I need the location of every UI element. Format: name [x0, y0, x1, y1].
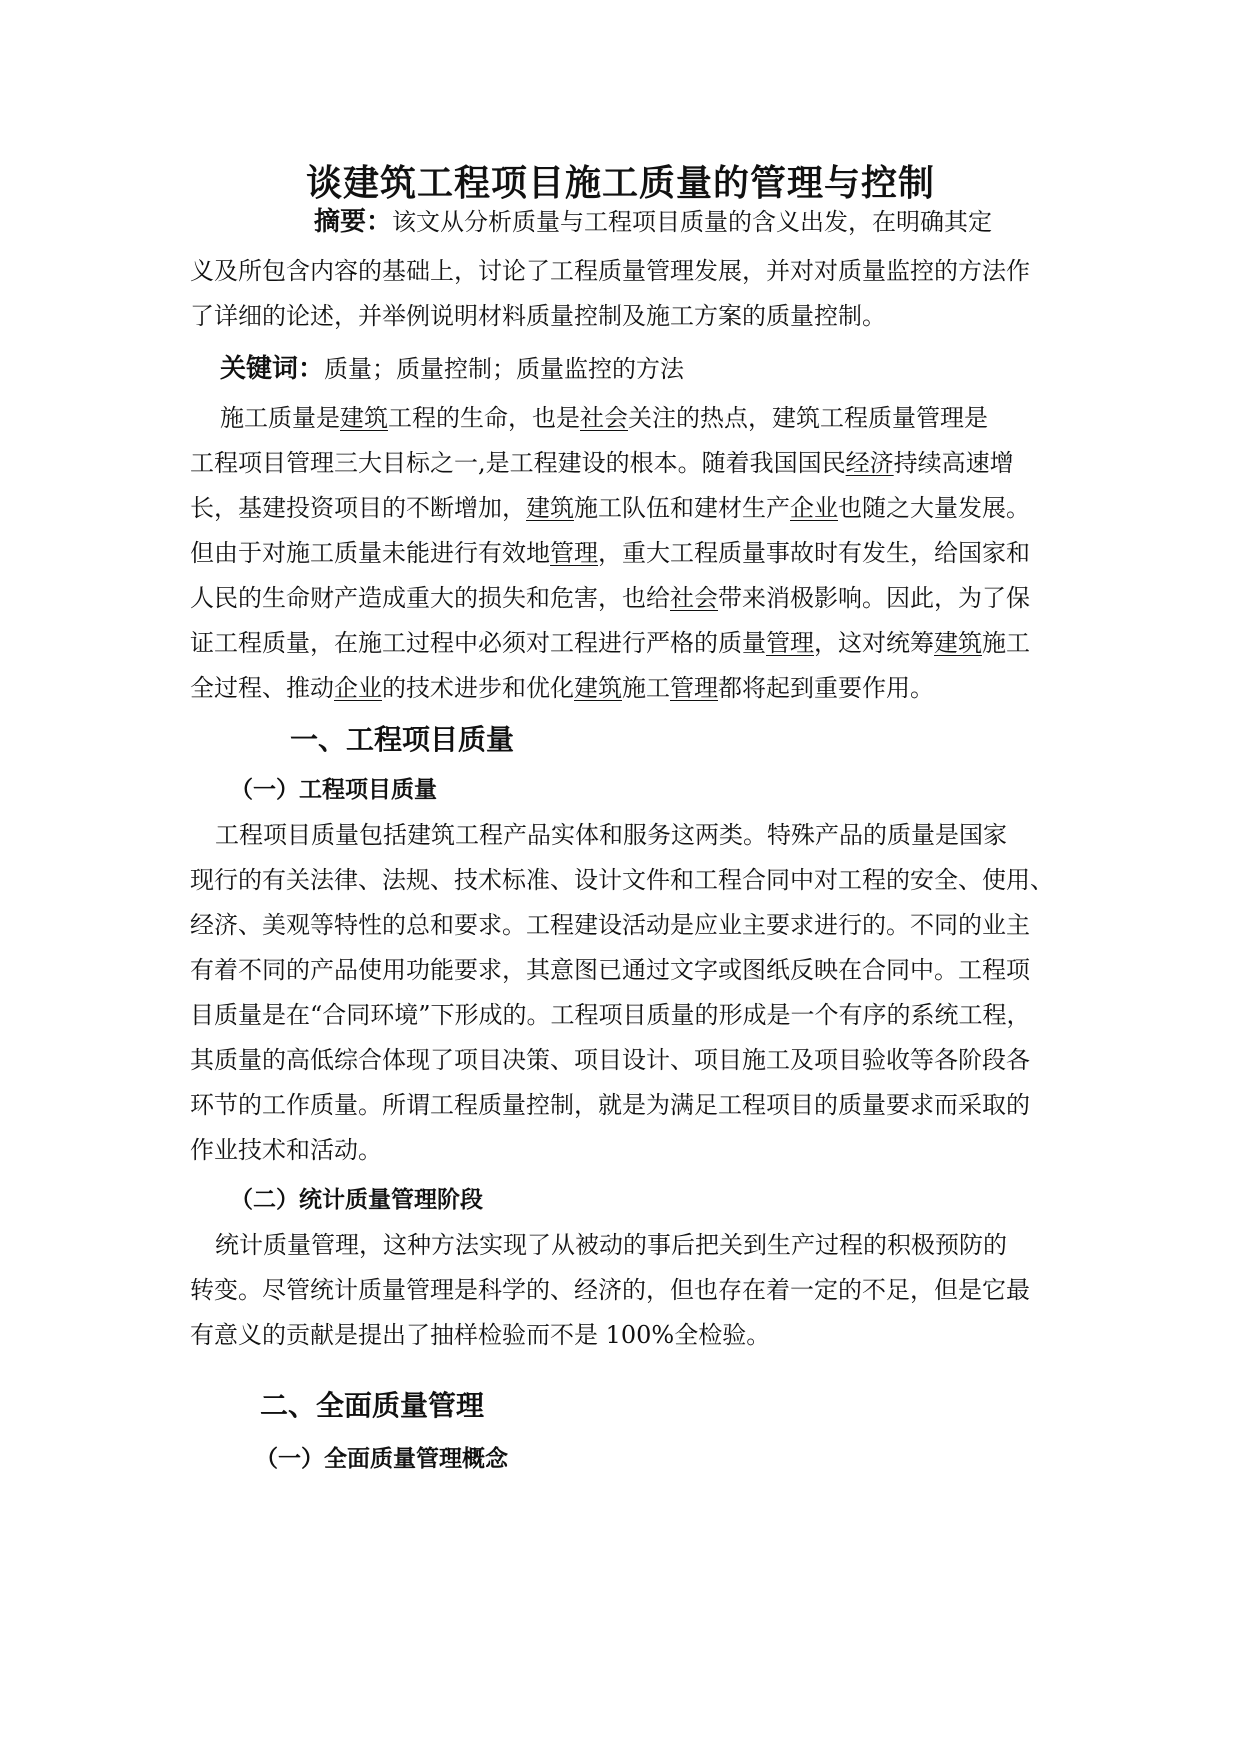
inline-link[interactable]: 社会 — [670, 584, 718, 612]
inline-link[interactable]: 建筑 — [574, 674, 622, 702]
paragraph-line: 经济、美观等特性的总和要求。工程建设活动是应业主要求进行的。不同的业主 — [190, 911, 1030, 939]
text-run: 施工质量是 — [220, 404, 340, 432]
inline-link[interactable]: 企业 — [334, 674, 382, 702]
text-run: ，这对统筹 — [814, 629, 934, 657]
intro-line — [220, 403, 988, 433]
section-heading: 二、全面质量管理 — [260, 1389, 485, 1422]
intro-line — [190, 493, 1030, 523]
inline-link[interactable]: 管理 — [550, 539, 598, 567]
inline-link[interactable]: 管理 — [766, 629, 814, 657]
paragraph-line: 环节的工作质量。所谓工程质量控制，就是为满足工程项目的质量要求而采取的 — [190, 1091, 1030, 1119]
paragraph-line: 目质量是在“合同环境”下形成的。工程项目质量的形成是一个有序的系统工程， — [190, 1001, 1031, 1029]
subsection-heading: （一）工程项目质量 — [230, 776, 437, 803]
paragraph-line: 转变。尽管统计质量管理是科学的、经济的，但也存在着一定的不足，但是它最 — [190, 1276, 1030, 1304]
paragraph-line: 有意义的贡献是提出了抽样检验而不是 100%全检验。 — [190, 1321, 771, 1349]
text-run: 长，基建投资项目的不断增加， — [190, 494, 526, 522]
keywords-line — [220, 354, 684, 384]
inline-link[interactable]: 经济 — [845, 449, 894, 477]
abstract-line: 了详细的论述，并举例说明材料质量控制及施工方案的质量控制。 — [190, 302, 886, 330]
text-run: 但由于对施工质量未能进行有效地 — [190, 539, 550, 567]
paragraph-line: 有着不同的产品使用功能要求，其意图已通过文字或图纸反映在合同中。工程项 — [190, 956, 1030, 984]
document-title: 谈建筑工程项目施工质量的管理与控制 — [305, 162, 935, 204]
inline-link[interactable]: 管理 — [670, 674, 718, 702]
text-run: 持续高速增 — [893, 449, 1014, 477]
text-run: 施工队伍和建材生产 — [574, 494, 790, 522]
subsection-heading: （一）全面质量管理概念 — [255, 1445, 508, 1472]
abstract-line — [314, 207, 992, 237]
abstract-line: 义及所包含内容的基础上，讨论了工程质量管理发展，并对对质量监控的方法作 — [190, 257, 1030, 285]
inline-link[interactable]: 建筑 — [526, 494, 574, 522]
text-run: 都将起到重要作用。 — [718, 674, 934, 702]
keywords-label: 关键词： — [220, 354, 325, 384]
intro-line — [190, 583, 1030, 613]
abstract-text: 该文从分析质量与工程项目质量的含义出发，在明确其定 — [392, 208, 993, 236]
text-run: 证工程质量，在施工过程中必须对工程进行严格的质量 — [190, 629, 766, 657]
paragraph-line: 现行的有关法律、法规、技术标准、设计文件和工程合同中对工程的安全、使用、 — [190, 866, 1054, 894]
text-run: 全过程、推动 — [190, 674, 334, 702]
abstract-label: 摘要： — [314, 207, 393, 237]
text-run: 人民的生命财产造成重大的损失和危害，也给 — [190, 584, 670, 612]
inline-link[interactable]: 建筑 — [934, 629, 982, 657]
subsection-heading: （二）统计质量管理阶段 — [230, 1186, 483, 1213]
text-run: 关注的热点，建筑工程质量管理是 — [628, 404, 988, 432]
inline-link[interactable]: 建筑 — [340, 404, 388, 432]
intro-line — [190, 448, 1014, 478]
paragraph-line: 作业技术和活动。 — [190, 1136, 382, 1164]
intro-line — [190, 538, 1030, 568]
text-run: 工程的生命，也是 — [388, 404, 580, 432]
text-run: 带来消极影响。因此，为了保 — [718, 584, 1030, 612]
inline-link[interactable]: 社会 — [580, 404, 628, 432]
text-run: 施工 — [982, 629, 1030, 657]
keywords-text: 质量；质量控制；质量监控的方法 — [324, 355, 685, 383]
paragraph-line: 其质量的高低综合体现了项目决策、项目设计、项目施工及项目验收等各阶段各 — [190, 1046, 1030, 1074]
paragraph-line: 统计质量管理，这种方法实现了从被动的事后把关到生产过程的积极预防的 — [215, 1231, 1007, 1259]
text-run: ，重大工程质量事故时有发生，给国家和 — [598, 539, 1030, 567]
intro-line — [190, 673, 934, 703]
paragraph-line: 工程项目质量包括建筑工程产品实体和服务这两类。特殊产品的质量是国家 — [215, 821, 1007, 849]
text-run: 也随之大量发展。 — [838, 494, 1030, 522]
intro-line — [190, 628, 1030, 658]
text-run: 的技术进步和优化 — [382, 674, 574, 702]
section-heading: 一、工程项目质量 — [290, 723, 515, 756]
text-run: 施工 — [622, 674, 670, 702]
text-run: 工程项目管理三大目标之一,是工程建设的根本。随着我国国民 — [190, 449, 846, 477]
inline-link[interactable]: 企业 — [790, 494, 838, 522]
